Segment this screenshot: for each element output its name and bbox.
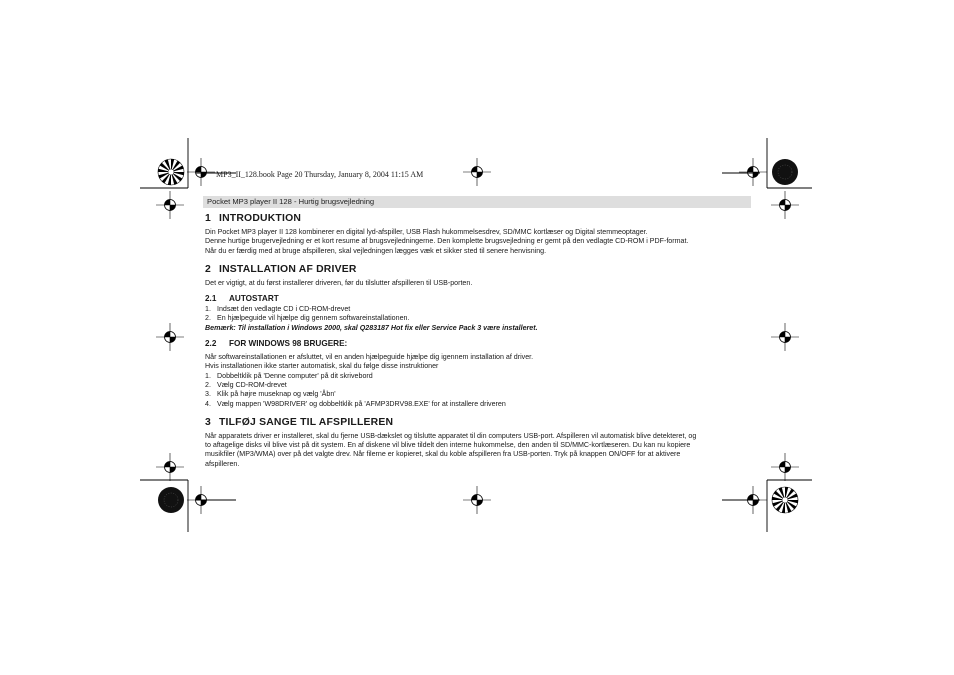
- list-item: 1. Indsæt den vedlagte CD i CD-ROM-drevet: [205, 305, 351, 314]
- list-item: 4. Vælg mappen 'W98DRIVER' og dobbeltklik på 'AFMP3DRV98.EXE' for at installere driveren: [205, 399, 506, 408]
- win98-line-2: Hvis installationen ikke starter automatisk, skal du følge disse instruktioner: [205, 362, 439, 371]
- subsection-number: 2.1: [205, 294, 217, 304]
- songs-line-3: musikfiler (MP3/WMA) over på det valgte drev. Når filerne er kopieret, skal du koble afspilleren fra USB-porten. Tryk på knappen ON/OFF for at aktivere: [205, 450, 681, 459]
- subsection-win98-heading: [205, 339, 751, 348]
- slug-line: MP3_II_128.book Page 20 Thursday, January 8, 2004 11:15 AM: [216, 170, 424, 179]
- autostart-steps: [205, 305, 751, 324]
- intro-line-1: Din Pocket MP3 player II 128 kombinerer en digital lyd-afspiller, USB Flash hukommelsesdrev, SD/MMC kortlæser og Digital stemmeoptager.: [205, 228, 648, 236]
- songs-line-1: Når apparatets driver er installeret, skal du fjerne USB-dækslet og tilslutte apparatet til din computers USB-port. Afspilleren vil automatisk blive detekteret, og: [205, 431, 697, 440]
- intro-line-3: Når du er færdig med at bruge afspilleren, skal vejledningen lægges væk et sikker sted til senere henvisning.: [205, 246, 547, 255]
- subsection-autostart-heading: [205, 294, 751, 303]
- win98-steps: [205, 372, 751, 409]
- section-number: 1: [205, 213, 211, 224]
- section-songs-heading: [205, 417, 751, 428]
- section-title: INTRODUKTION: [219, 213, 302, 224]
- section-number: 3: [205, 416, 211, 428]
- page-content: [205, 213, 751, 469]
- section-intro-heading: [205, 213, 751, 224]
- songs-line-2: to aftagelige disks vil blive vist på dit system. En af diskene vil blive tildelt den interne hukommelse, den anden til SD/MMC-kortlæseren. Du kan nu kopiere: [205, 441, 691, 450]
- section-install-heading: [205, 264, 751, 275]
- install-intro: Det er vigtigt, at du først installerer driveren, før du tilslutter afspilleren til USB-porten.: [205, 278, 473, 287]
- list-item: 2. Vælg CD-ROM-drevet: [205, 380, 287, 389]
- section-title: INSTALLATION AF DRIVER: [219, 263, 357, 275]
- running-header-bar: [203, 196, 751, 208]
- section-number: 2: [205, 263, 211, 275]
- windows-2000-note: Bemærk: Til installation i Windows 2000, skal Q283187 Hot fix eller Service Pack 3 være installeret.: [205, 323, 538, 332]
- section-title: TILFØJ SANGE TIL AFSPILLEREN: [219, 416, 394, 428]
- songs-line-4: afspilleren.: [205, 459, 240, 468]
- list-item: 1. Dobbeltklik på 'Denne computer' på dit skrivebord: [205, 371, 373, 380]
- subsection-title: AUTOSTART: [229, 294, 279, 304]
- list-item: 3. Klik på højre museknap og vælg 'Åbn': [205, 390, 336, 399]
- subsection-number: 2.2: [205, 339, 217, 349]
- subsection-title: FOR WINDOWS 98 BRUGERE:: [229, 339, 348, 349]
- list-item: 2. En hjælpeguide vil hjælpe dig gennem softwareinstallationen.: [205, 314, 410, 323]
- running-header-text: Pocket MP3 player II 128 - Hurtig brugsvejledning: [207, 197, 375, 206]
- win98-line-1: Når softwareinstallationen er afsluttet, vil en anden hjælpeguide hjælpe dig igennem installation af driver.: [205, 353, 534, 362]
- intro-line-2: Denne hurtige brugervejledning er et kort resume af brugsvejledningerne. Den komplette brugsvejledning er gemt på den vedlagte CD-ROM i PDF-format.: [205, 237, 689, 246]
